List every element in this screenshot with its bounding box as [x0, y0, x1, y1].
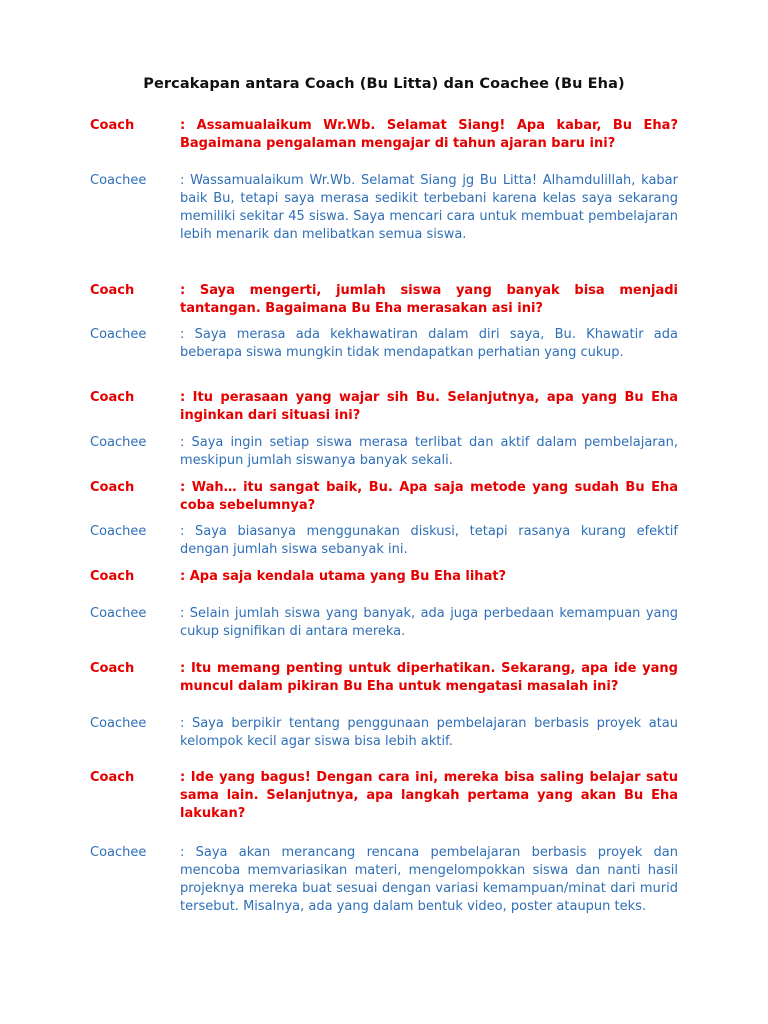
speaker-label: Coachee — [90, 435, 147, 450]
utterance-text: : Saya biasanya menggunakan diskusi, tetapi rasanya kurang efektif dengan jumlah siswa sebanyak ini. — [180, 524, 678, 557]
speaker-label: Coach — [90, 118, 135, 133]
utterance-text: : Wah… itu sangat baik, Bu. Apa saja metode yang sudah Bu Eha coba sebelumnya? — [180, 480, 678, 513]
utterance-text: : Saya mengerti, jumlah siswa yang banyak bisa menjadi tantangan. Bagaimana Bu Eha merasakan asi ini? — [180, 283, 678, 316]
utterance-text: : Saya berpikir tentang penggunaan pembelajaran berbasis proyek atau kelompok kecil agar siswa bisa lebih aktif. — [180, 716, 678, 749]
utterance-text: : Itu memang penting untuk diperhatikan. Sekarang, apa ide yang muncul dalam pikiran Bu Eha untuk mengatasi masalah ini? — [180, 661, 678, 694]
utterance-text: : Wassamualaikum Wr.Wb. Selamat Siang jg Bu Litta! Alhamdulillah, kabar baik Bu, tetapi saya merasa sedikit terbebani karena kelas saya sekarang memiliki sekitar 45 siswa. Saya mencari cara untuk membuat pembelajaran lebih menarik dan melibatkan semua siswa. — [180, 173, 678, 242]
utterance-text: : Saya ingin setiap siswa merasa terlibat dan aktif dalam pembelajaran, meskipun jumlah siswanya banyak sekali. — [180, 435, 678, 468]
speaker-label: Coach — [90, 390, 135, 405]
speaker-label: Coachee — [90, 173, 147, 188]
speaker-label: Coachee — [90, 716, 147, 731]
utterance-text: : Itu perasaan yang wajar sih Bu. Selanjutnya, apa yang Bu Eha inginkan dari situasi ini? — [180, 390, 678, 423]
utterance-text: : Assamualaikum Wr.Wb. Selamat Siang! Apa kabar, Bu Eha? Bagaimana pengalaman mengajar di tahun ajaran baru ini? — [180, 118, 678, 151]
utterance-text: : Saya merasa ada kekhawatiran dalam diri saya, Bu. Khawatir ada beberapa siswa mungkin tidak mendapatkan perhatian yang cukup. — [180, 327, 678, 360]
utterance-text: : Ide yang bagus! Dengan cara ini, mereka bisa saling belajar satu sama lain. Selanjutnya, apa langkah pertama yang akan Bu Eha lakukan? — [180, 770, 678, 821]
utterance-text: : Saya akan merancang rencana pembelajaran berbasis proyek dan mencoba memvariasikan materi, mengelompokkan siswa dan nanti hasil projeknya mereka buat sesuai dengan variasi kemampuan/minat dari murid tersebut. Misalnya, ada yang dalam bentuk video, poster ataupun teks. — [180, 845, 678, 914]
speaker-label: Coach — [90, 770, 135, 785]
utterance-text: : Selain jumlah siswa yang banyak, ada juga perbedaan kemampuan yang cukup signifikan di antara mereka. — [180, 606, 678, 639]
speaker-label: Coachee — [90, 327, 147, 342]
speaker-label: Coach — [90, 283, 135, 298]
document-title: Percakapan antara Coach (Bu Litta) dan Coachee (Bu Eha) — [143, 76, 625, 92]
speaker-label: Coachee — [90, 606, 147, 621]
speaker-label: Coach — [90, 480, 135, 495]
speaker-label: Coach — [90, 569, 135, 584]
speaker-label: Coachee — [90, 524, 147, 539]
speaker-label: Coach — [90, 661, 135, 676]
speaker-label: Coachee — [90, 845, 147, 860]
utterance-text: : Apa saja kendala utama yang Bu Eha lihat? — [180, 569, 507, 584]
